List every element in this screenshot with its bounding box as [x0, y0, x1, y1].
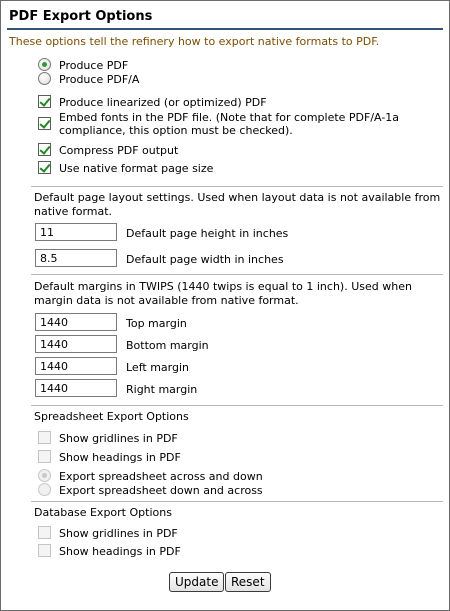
compress-label: Compress PDF output — [59, 144, 179, 157]
down-across-label: Export spreadsheet down and across — [59, 484, 263, 497]
database-gridlines-label: Show gridlines in PDF — [59, 527, 178, 540]
title-underline — [7, 28, 443, 30]
intro-text: These options tell the refinery how to export native formats to PDF. — [9, 35, 380, 48]
across-down-label: Export spreadsheet across and down — [59, 470, 263, 483]
spreadsheet-gridlines-label: Show gridlines in PDF — [59, 432, 178, 445]
spreadsheet-headings-checkbox[interactable] — [38, 450, 51, 463]
embed-fonts-label: Embed fonts in the PDF file. (Note that for complete PDF/A-1a compliance, this option must be checked). — [59, 111, 400, 137]
spreadsheet-headings-label: Show headings in PDF — [59, 451, 181, 464]
separator — [31, 274, 443, 275]
page-width-label: Default page width in inches — [126, 253, 284, 266]
top-margin-label: Top margin — [126, 317, 187, 330]
top-margin-input[interactable] — [35, 313, 117, 331]
down-across-radio[interactable] — [38, 483, 51, 496]
bottom-margin-label: Bottom margin — [126, 339, 209, 352]
separator — [31, 186, 443, 187]
native-page-size-checkbox[interactable] — [38, 161, 51, 174]
page-layout-description: Default page layout settings. Used when layout data is not available from native format. — [34, 191, 441, 218]
separator — [31, 501, 443, 502]
database-heading: Database Export Options — [34, 506, 172, 519]
compress-checkbox[interactable] — [38, 143, 51, 156]
embed-fonts-checkbox[interactable] — [38, 117, 51, 130]
reset-button[interactable]: Reset — [225, 572, 271, 592]
left-margin-input[interactable] — [35, 357, 117, 375]
page-width-input[interactable] — [35, 249, 117, 267]
produce-pdf-label: Produce PDF — [59, 59, 129, 72]
linearized-label: Produce linearized (or optimized) PDF — [59, 96, 267, 109]
produce-pdf-radio[interactable] — [38, 58, 51, 71]
database-headings-checkbox[interactable] — [38, 544, 51, 557]
margins-description: Default margins in TWIPS (1440 twips is equal to 1 inch). Used when margin data is not available from native format. — [34, 280, 412, 307]
produce-pdfa-radio[interactable] — [38, 72, 51, 85]
separator — [31, 405, 443, 406]
page-height-input[interactable] — [35, 223, 117, 241]
native-page-size-label: Use native format page size — [59, 162, 214, 175]
page-height-label: Default page height in inches — [126, 227, 289, 240]
update-button[interactable]: Update — [169, 572, 224, 592]
bottom-margin-input[interactable] — [35, 335, 117, 353]
spreadsheet-heading: Spreadsheet Export Options — [34, 410, 189, 423]
right-margin-input[interactable] — [35, 379, 117, 397]
left-margin-label: Left margin — [126, 361, 189, 374]
linearized-checkbox[interactable] — [38, 95, 51, 108]
right-margin-label: Right margin — [126, 383, 198, 396]
produce-pdfa-label: Produce PDF/A — [59, 73, 140, 86]
database-headings-label: Show headings in PDF — [59, 545, 181, 558]
page-title: PDF Export Options — [9, 9, 153, 24]
across-down-radio[interactable] — [38, 469, 51, 482]
spreadsheet-gridlines-checkbox[interactable] — [38, 431, 51, 444]
database-gridlines-checkbox[interactable] — [38, 526, 51, 539]
